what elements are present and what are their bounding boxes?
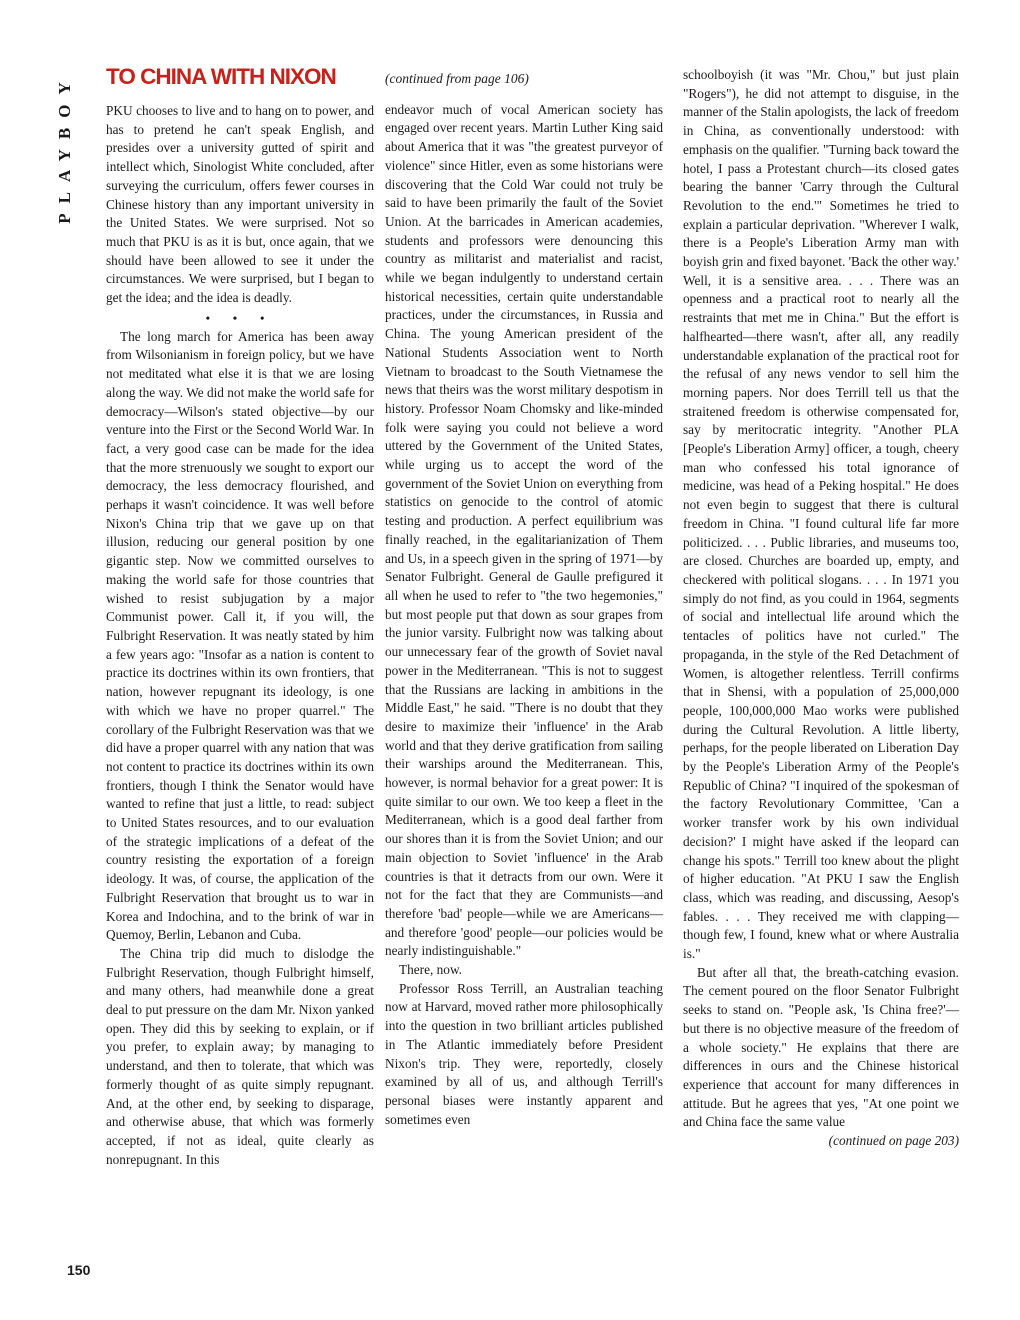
- paragraph: There, now.: [399, 962, 463, 978]
- paragraph: endeavor much of vocal American society has engaged over recent years. Martin Luther King said about America that it was "the greatest purveyor of violence" since Hitler, even as some historians were discovering that the Cold War could not truly be said to have been primarily the fault of the Soviet Union. At the barricades in American academies, students and professors were denouncing this country as militarist and materialist and racist, while we began indulgently to understand certain historical necessities, certain quite understandable practices, under the circumstances, in Russia and China. The young American president of the National Students Association went to North Vietnam to broadcast to the South Vietnamese the news that theirs was the worst military despotism in history. Professor Noam Chomsky and like-minded folk were saying you could not believe a word uttered by the Government of the United States, while urging us to accept the word of the government of the Soviet Union on everything from statistics on genocide to the control of atomic testing and production. A perfect equilibrium was finally reached, in the egalitarianization of Them and Us, in a speech given in the spring of 1971—by Senator Fulbright. General de Gaulle prefigured it all when he used to refer to "the two hegemonies," but most people put that down as sour grapes from the junior varsity. Fulbright now was talking about our unnecessary fear of the growth of Soviet naval power in the Mediterranean. "This is not to suggest that the Russians are lacking in ambitions in the Middle East," he said. "There is no doubt that they desire to maximize their 'influence' in the Arab world and that they derive gratification from sailing their warships around the Mediterranean. This, however, is normal behavior for a great power: It is quite similar to our own. We too keep a fleet in the Mediterranean, which is a good deal farther from our shores than it is from the Soviet Union; and our main objection to Soviet 'influence' in the Arab countries is that it detracts from our own. Were it not for the fact that they are Communists—and therefore 'bad' people—while we are Americans—and therefore 'good' people—our policies would be nearly indistinguishable.": [385, 101, 663, 959]
- article-headline: TO CHINA WITH NIXON: [106, 64, 336, 89]
- paragraph: But after all that, the breath-catching evasion. The cement poured on the floor Senator Fulbright seeks to stand on. "People ask, 'Is China free?'—but there is no objective measure of the freedom of a whole society." He explains that there are differences in ours and the Chinese historical experience that account for many differences in attitude. But he agrees that yes, "At one point we and China face the same value: [683, 964, 959, 1130]
- paragraph: Professor Ross Terrill, an Australian teaching now at Harvard, moved rather more philosophically into the question in two brilliant articles published in The Atlantic immediately before President Nixon's trip. They were, reportedly, closely examined by all of us, and although Terrill's personal biases were instantly apparent and sometimes even: [385, 980, 663, 1127]
- paragraph: The long march for America has been away from Wilsonianism in foreign policy, but we have not meditated what else it is that we are losing along the way. We did not make the world safe for democracy—Wilson's stated objective—by our venture into the First or the Second World War. In fact, a very good case can be made for the idea that the more strenuously we sought to export our democracy, the less democracy flourished, and perhaps it wasn't coincidence. It was well before Nixon's China trip that we gave up on that illusion, reducing our general position by one gigantic step. Now we committed ourselves to making the world safe for those countries that wished to resist subjugation by a major Communist power. Call it, if you will, the Fulbright Reservation. It was neatly stated by him a few years ago: "Insofar as a nation is content to practice its doctrines within its own frontiers, that nation, however repugnant its ideology, is one with which we have no proper quarrel." The corollary of the Fulbright Reservation was that we did have a proper quarrel with any nation that was not content to practice its doctrines within its own frontiers, though I think the Senator would have wanted to refine that just a little, to read: subject to United States resources, and to our evaluation of the strategic implications of a defeat of the country resisting the exportation of a foreign ideology. It was, of course, the application of the Fulbright Reservation that brought us to war in Korea and Indochina, and to the brink of war in Quemoy, Berlin, Lebanon and Cuba.: [106, 328, 374, 943]
- magazine-brand: PLAYBOY: [55, 72, 74, 224]
- magazine-brand-vertical: [53, 64, 77, 232]
- article-column-1: [106, 66, 374, 1169]
- continued-from-note: (continued from page 106): [385, 71, 529, 86]
- paragraph: The China trip did much to dislodge the Fulbright Reservation, though Fulbright himself, and many others, had meanwhile done a great deal to put pressure on the dam Mr. Nixon yanked open. They did this by seeking to explain, or if you prefer, to explain away; by managing to understand, and then to tolerate, that which was formerly thought of as quite simply repugnant. And, at the other end, by seeking to disparage, and otherwise abuse, that which was formerly accepted, if not as ideal, quite clearly as nonrepugnant. In this: [106, 945, 374, 1167]
- article-column-2: [385, 66, 663, 1129]
- continued-on-note: (continued on page 203): [828, 1133, 959, 1149]
- page-number: 150: [67, 1262, 91, 1278]
- paragraph: schoolboyish (it was "Mr. Chou," but just plain "Rogers"), he did not attempt to disguise, in the manner of the Stalin apologists, the lack of freedom in China, as conventionally understood: with emphasis on the qualifier. "Turning back toward the hotel, I pass a Protestant church—its closed gates bearing the banner 'Carry through the Cultural Revolution to the end.'" Sometimes he tried to explain a particular deprivation. "Wherever I walk, there is a People's Liberation Army man with boyish grin and fixed bayonet. 'Back the other way.' Well, it is a sensitive area. . . . There was an openness and a practical root to nearly all the restraints that met me in China." But the effort is halfhearted—there wasn't, after all, any readily understandable explanation of the practical root for the refusal of any news vendor to sell him the morning papers. Nor does Terrill tell us that the straitened freedom is otherwise compensated for, say by meritocratic integrity. "Another PLA [People's Liberation Army] officer, a tough, cheery man who confessed his total ignorance of medicine, was head of a Peking hospital." He does not even begin to suggest that there is cultural freedom in China. "I found cultural life far more politicized. . . . Public libraries, and museums too, are closed. Churches are boarded up, empty, and checkered with political slogans. . . . In 1971 you simply do not find, as you could in 1964, segments of social and intellectual life around which the tentacles of politics have not curled." The propaganda, in the style of the Red Detachment of Women, is altogether relentless. Terrill confirms that in Shensi, with a population of 25,000,000 people, 100,000,000 Mao works were published during the Cultural Revolution. A little liberty, perhaps, for the people liberated on Liberation Day by the People's Liberation Army of the People's Republic of China? "I inquired of the spokesman of the factory Revolutionary Committee, 'Can a worker transfer work by his own individual decision?' I might have asked if the leopard can change his spots." Terrill too knew about the plight of higher education. "At PKU I saw the English class, which was reading, and discussing, Aesop's fables. . . . They received me with clapping—though few, I found, knew what or where Australia is.": [683, 67, 959, 962]
- article-column-3: [683, 66, 959, 1151]
- paragraph: PKU chooses to live and to hang on to power, and has to pretend he can't speak English, and presides over a university gutted of spirit and intellect which, Sinologist White concluded, after surveying the curriculum, offers fewer courses in Chinese history than any important university in the United States. We were surprised. Not so much that PKU is as it is but, once again, that we should have been allowed to see it under the circumstances. We were surprised, but I began to get the idea; and the idea is deadly.: [106, 103, 374, 306]
- section-break: • • •: [205, 310, 275, 325]
